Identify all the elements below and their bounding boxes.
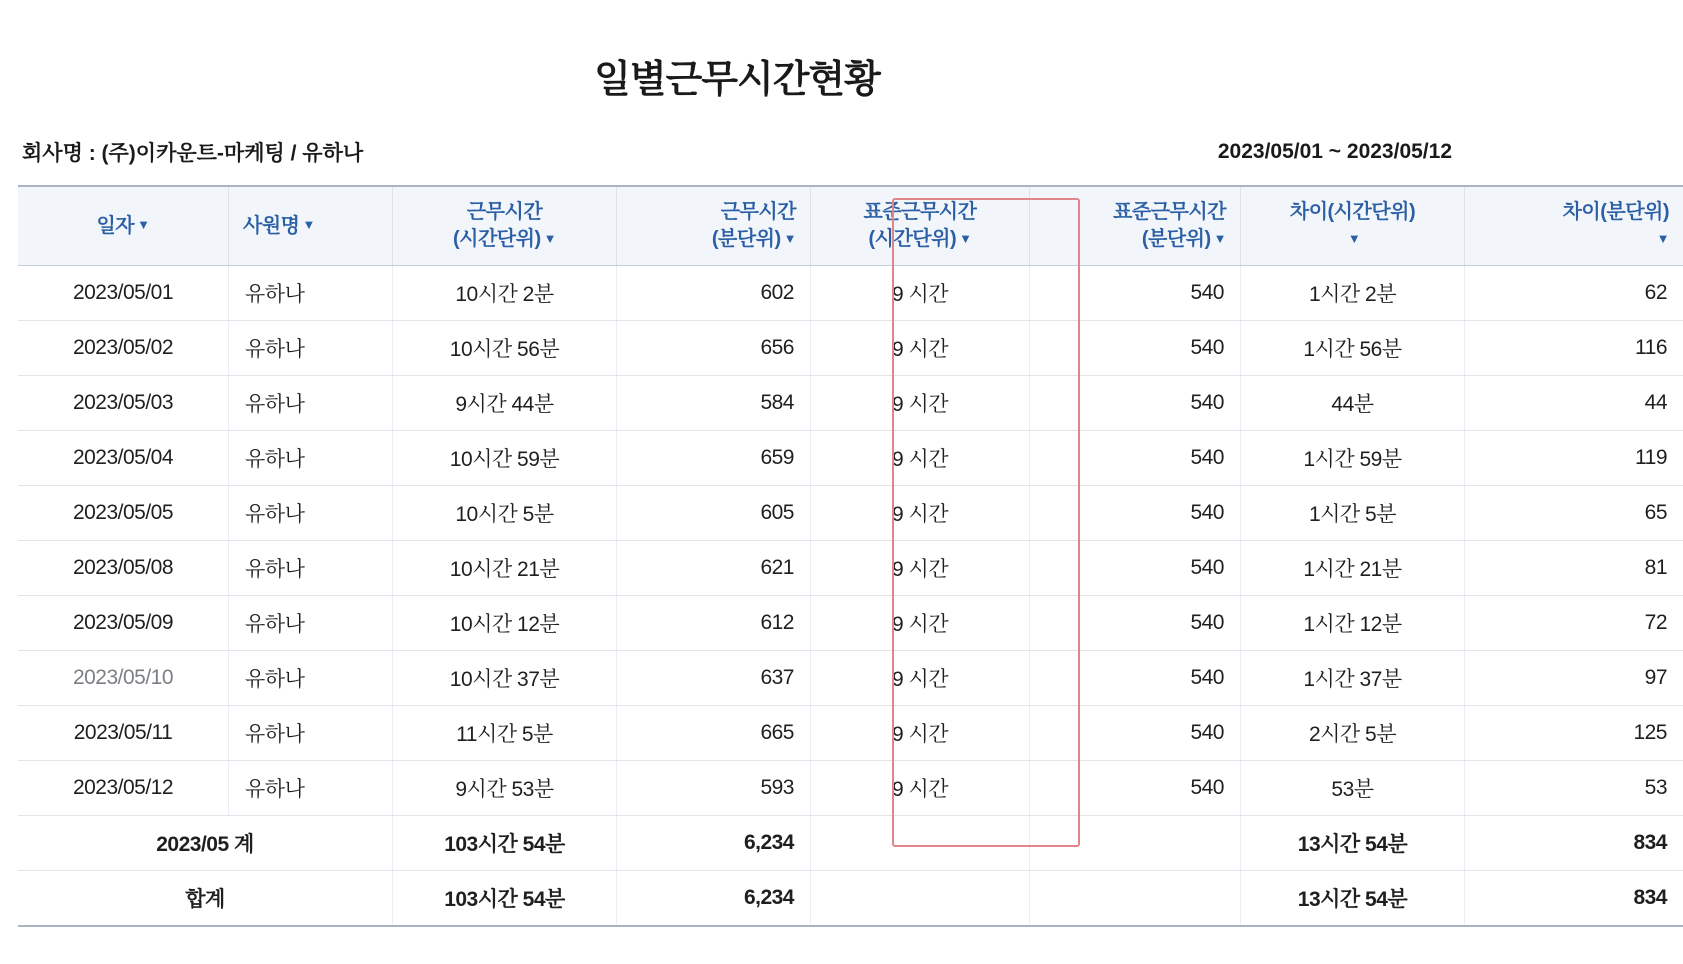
total-standard-minutes xyxy=(1030,871,1241,927)
table-row[interactable] xyxy=(18,761,1683,816)
chevron-down-icon[interactable]: ▼ xyxy=(959,230,972,246)
table-body xyxy=(18,266,1683,927)
cell-standard-minutes: 540 xyxy=(1030,651,1241,706)
total-work-hours: 103시간 54분 xyxy=(393,871,617,927)
cell-standard-hours: 9 시간 xyxy=(811,761,1030,816)
cell-standard-hours: 9 시간 xyxy=(811,431,1030,486)
cell-work-minutes: 605 xyxy=(617,486,811,541)
cell-standard-minutes: 540 xyxy=(1030,706,1241,761)
cell-diff-minutes: 65 xyxy=(1465,486,1683,541)
cell-work-hours: 10시간 12분 xyxy=(393,596,617,651)
cell-diff-hours: 1시간 21분 xyxy=(1241,541,1465,596)
chevron-down-icon[interactable]: ▼ xyxy=(543,230,556,246)
cell-employee: 유하나 xyxy=(229,321,393,376)
cell-date: 2023/05/10 xyxy=(18,651,229,706)
cell-work-hours: 9시간 44분 xyxy=(393,376,617,431)
cell-work-minutes: 602 xyxy=(617,266,811,321)
cell-standard-minutes: 540 xyxy=(1030,266,1241,321)
column-header-work-minutes[interactable] xyxy=(617,186,811,266)
cell-work-hours: 10시간 37분 xyxy=(393,651,617,706)
column-header-standard-hours-line1: 표준근무시간 xyxy=(863,201,977,223)
subtotal-work-hours: 103시간 54분 xyxy=(393,816,617,871)
cell-employee: 유하나 xyxy=(229,266,393,321)
column-header-work-hours[interactable] xyxy=(393,186,617,266)
cell-employee: 유하나 xyxy=(229,541,393,596)
column-header-standard-minutes-line1: 표준근무시간 xyxy=(1113,201,1226,223)
column-header-date[interactable] xyxy=(18,186,229,266)
cell-date: 2023/05/01 xyxy=(18,266,229,321)
cell-standard-hours: 9 시간 xyxy=(811,486,1030,541)
cell-employee: 유하나 xyxy=(229,376,393,431)
company-label: 회사명 : (주)이카운트-마케팅 / 유하나 xyxy=(22,142,364,165)
cell-date: 2023/05/09 xyxy=(18,596,229,651)
cell-work-hours: 10시간 59분 xyxy=(393,431,617,486)
cell-work-minutes: 656 xyxy=(617,321,811,376)
chevron-down-icon[interactable]: ▼ xyxy=(1656,230,1669,246)
cell-date: 2023/05/02 xyxy=(18,321,229,376)
cell-diff-hours: 1시간 59분 xyxy=(1241,431,1465,486)
subtotal-work-minutes: 6,234 xyxy=(617,816,811,871)
column-header-work-minutes-line1: 근무시간 xyxy=(720,201,796,223)
cell-employee: 유하나 xyxy=(229,651,393,706)
cell-standard-minutes: 540 xyxy=(1030,376,1241,431)
subtotal-standard-hours xyxy=(811,816,1030,871)
table-row[interactable] xyxy=(18,431,1683,486)
cell-diff-hours: 1시간 56분 xyxy=(1241,321,1465,376)
column-header-standard-hours[interactable] xyxy=(811,186,1030,266)
cell-work-hours: 10시간 56분 xyxy=(393,321,617,376)
subtotal-diff-minutes: 834 xyxy=(1465,816,1683,871)
cell-employee: 유하나 xyxy=(229,431,393,486)
table-header-row xyxy=(18,186,1683,266)
cell-standard-minutes: 540 xyxy=(1030,431,1241,486)
cell-date: 2023/05/11 xyxy=(18,706,229,761)
cell-work-minutes: 584 xyxy=(617,376,811,431)
cell-standard-hours: 9 시간 xyxy=(811,376,1030,431)
column-header-employee[interactable] xyxy=(229,186,393,266)
cell-diff-hours: 1시간 37분 xyxy=(1241,651,1465,706)
column-header-standard-minutes-line2: (분단위) xyxy=(1141,228,1211,250)
cell-standard-hours: 9 시간 xyxy=(811,321,1030,376)
chevron-down-icon[interactable]: ▼ xyxy=(1347,230,1361,246)
chevron-down-icon[interactable]: ▼ xyxy=(302,217,315,233)
column-header-work-hours-line1: 근무시간 xyxy=(466,201,543,223)
column-header-diff-minutes-label: 차이(분단위) xyxy=(1562,201,1669,223)
cell-standard-hours: 9 시간 xyxy=(811,541,1030,596)
cell-standard-hours: 9 시간 xyxy=(811,596,1030,651)
cell-date: 2023/05/05 xyxy=(18,486,229,541)
cell-employee: 유하나 xyxy=(229,486,393,541)
cell-date: 2023/05/12 xyxy=(18,761,229,816)
subtotal-label: 2023/05 계 xyxy=(18,816,393,871)
cell-standard-minutes: 540 xyxy=(1030,486,1241,541)
total-diff-hours: 13시간 54분 xyxy=(1241,871,1465,927)
cell-diff-hours: 53분 xyxy=(1241,761,1465,816)
cell-diff-hours: 44분 xyxy=(1241,376,1465,431)
table-row[interactable] xyxy=(18,321,1683,376)
cell-work-hours: 9시간 53분 xyxy=(393,761,617,816)
cell-diff-minutes: 44 xyxy=(1465,376,1683,431)
cell-work-hours: 10시간 5분 xyxy=(393,486,617,541)
table-row[interactable] xyxy=(18,486,1683,541)
cell-diff-minutes: 119 xyxy=(1465,431,1683,486)
column-header-employee-label: 사원명 xyxy=(243,214,300,237)
total-diff-minutes: 834 xyxy=(1465,871,1683,927)
cell-employee: 유하나 xyxy=(229,706,393,761)
cell-diff-minutes: 97 xyxy=(1465,651,1683,706)
total-standard-hours xyxy=(811,871,1030,927)
cell-work-hours: 11시간 5분 xyxy=(393,706,617,761)
subtotal-row xyxy=(18,816,1683,871)
chevron-down-icon[interactable]: ▼ xyxy=(137,217,150,233)
cell-work-minutes: 612 xyxy=(617,596,811,651)
table-head xyxy=(18,186,1683,266)
cell-standard-hours: 9 시간 xyxy=(811,706,1030,761)
column-header-work-hours-line2: (시간단위) xyxy=(453,228,541,250)
cell-employee: 유하나 xyxy=(229,596,393,651)
date-range-label: 2023/05/01 ~ 2023/05/12 xyxy=(1217,140,1452,163)
cell-date: 2023/05/03 xyxy=(18,376,229,431)
chevron-down-icon[interactable]: ▼ xyxy=(783,230,796,246)
subtotal-standard-minutes xyxy=(1030,816,1241,871)
cell-standard-minutes: 540 xyxy=(1030,761,1241,816)
cell-standard-minutes: 540 xyxy=(1030,321,1241,376)
cell-date: 2023/05/08 xyxy=(18,541,229,596)
total-row xyxy=(18,871,1683,927)
column-header-standard-hours-line2: (시간단위) xyxy=(868,228,957,250)
table-row[interactable] xyxy=(18,706,1683,761)
column-header-work-minutes-line2: (분단위) xyxy=(711,228,781,250)
chevron-down-icon[interactable]: ▼ xyxy=(1213,230,1226,246)
cell-work-hours: 10시간 2분 xyxy=(393,266,617,321)
cell-work-hours: 10시간 21분 xyxy=(393,541,617,596)
column-header-date-label: 일자 xyxy=(96,214,135,237)
cell-work-minutes: 665 xyxy=(617,706,811,761)
cell-standard-minutes: 540 xyxy=(1030,596,1241,651)
cell-diff-minutes: 62 xyxy=(1465,266,1683,321)
column-header-diff-hours-label: 차이(시간단위) xyxy=(1289,201,1416,223)
cell-standard-hours: 9 시간 xyxy=(811,651,1030,706)
table-row[interactable] xyxy=(18,376,1683,431)
total-work-minutes: 6,234 xyxy=(617,871,811,927)
cell-diff-hours: 1시간 12분 xyxy=(1241,596,1465,651)
cell-standard-hours: 9 시간 xyxy=(811,266,1030,321)
column-header-standard-minutes[interactable] xyxy=(1030,186,1241,266)
total-label: 합계 xyxy=(18,871,393,927)
cell-work-minutes: 593 xyxy=(617,761,811,816)
cell-diff-hours: 2시간 5분 xyxy=(1241,706,1465,761)
cell-diff-minutes: 125 xyxy=(1465,706,1683,761)
subtotal-diff-hours: 13시간 54분 xyxy=(1241,816,1465,871)
cell-work-minutes: 659 xyxy=(617,431,811,486)
report-meta xyxy=(18,113,1456,185)
cell-work-minutes: 637 xyxy=(617,651,811,706)
page-title: 일별근무시간현황 xyxy=(594,59,880,101)
cell-diff-minutes: 116 xyxy=(1465,321,1683,376)
cell-diff-minutes: 53 xyxy=(1465,761,1683,816)
cell-diff-minutes: 81 xyxy=(1465,541,1683,596)
work-hours-table xyxy=(18,185,1683,927)
cell-diff-hours: 1시간 5분 xyxy=(1241,486,1465,541)
table-row[interactable] xyxy=(18,596,1683,651)
cell-work-minutes: 621 xyxy=(617,541,811,596)
cell-diff-minutes: 72 xyxy=(1465,596,1683,651)
column-header-diff-hours[interactable] xyxy=(1241,186,1465,266)
cell-date: 2023/05/04 xyxy=(18,431,229,486)
column-header-diff-minutes[interactable] xyxy=(1465,186,1683,266)
table-row[interactable] xyxy=(18,541,1683,596)
table-row[interactable] xyxy=(18,266,1683,321)
cell-diff-hours: 1시간 2분 xyxy=(1241,266,1465,321)
table-row[interactable] xyxy=(18,651,1683,706)
cell-standard-minutes: 540 xyxy=(1030,541,1241,596)
cell-employee: 유하나 xyxy=(229,761,393,816)
